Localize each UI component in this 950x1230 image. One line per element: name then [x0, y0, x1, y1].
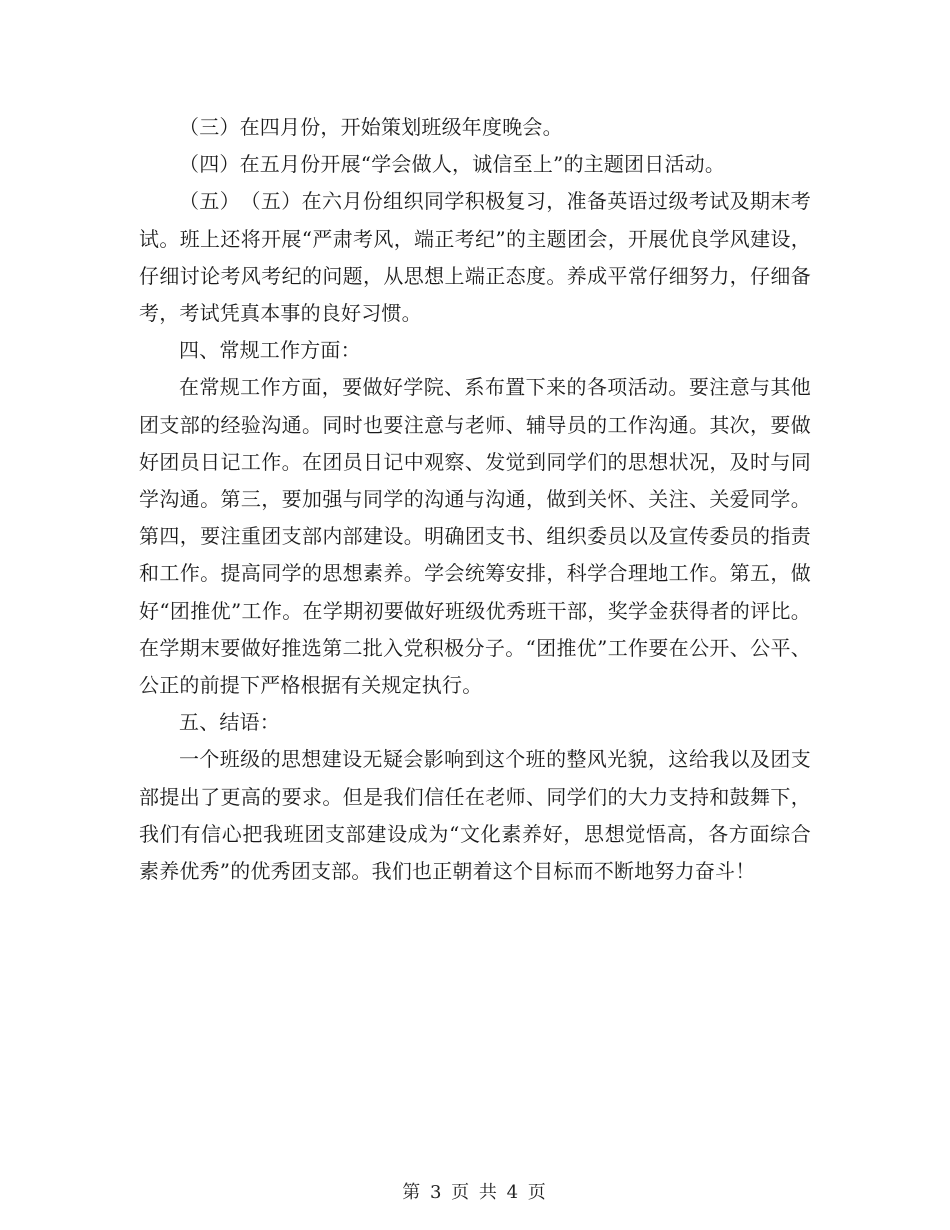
paragraph-item-4: （四）在五月份开展“学会做人，诚信至上”的主题团日活动。 — [179, 152, 726, 177]
page-number-footer: 第 3 页 共 4 页 — [402, 1182, 548, 1203]
section-heading-routine-work: 四、常规工作方面： — [179, 338, 361, 363]
document-body — [139, 109, 811, 890]
paragraph-item-3: （三）在四月份，开始策划班级年度晚会。 — [179, 115, 563, 139]
paragraph-item-5: （五） （五）在六月份组织同学积极复习，准备英语过级考试及期末考试。班上还将开展“严肃考风，端正考纪”的主题团会，开展优良学风建设，仔细讨论考风考纪的问题，从思想上端正态度。养成平常仔细努力，仔细备考，考试凭真本事的良好习惯。 — [139, 189, 811, 326]
section-heading-conclusion: 五、结语： — [179, 710, 280, 735]
paragraph-conclusion: 一个班级的思想建设无疑会影响到这个班的整风光貌，这给我以及团支部提出了更高的要求。但是我们信任在老师、同学们的大力支持和鼓舞下，我们有信心把我班团支部建设成为“文化素养好，思想觉悟高，各方面综合素养优秀”的优秀团支部。我们也正朝着这个目标而不断地努力奋斗！ — [139, 747, 811, 884]
paragraph-routine-work: 在常规工作方面，要做好学院、系布置下来的各项活动。要注意与其他团支部的经验沟通。同时也要注意与老师、辅导员的工作沟通。其次，要做好团员日记工作。在团员日记中观察、发觉到同学们的思想状况，及时与同学沟通。第三，要加强与同学的沟通与沟通，做到关怀、关注、关爱同学。第四，要注重团支部内部建设。明确团支书、组织委员以及宣传委员的指责和工作。提高同学的思想素养。学会统筹安排，科学合理地工作。第五，做好“团推优”工作。在学期初要做好班级优秀班干部，奖学金获得者的评比。在学期末要做好推选第二批入党积极分子。“团推优”工作要在公开、公平、公正的前提下严格根据有关规定执行。 — [139, 375, 811, 698]
